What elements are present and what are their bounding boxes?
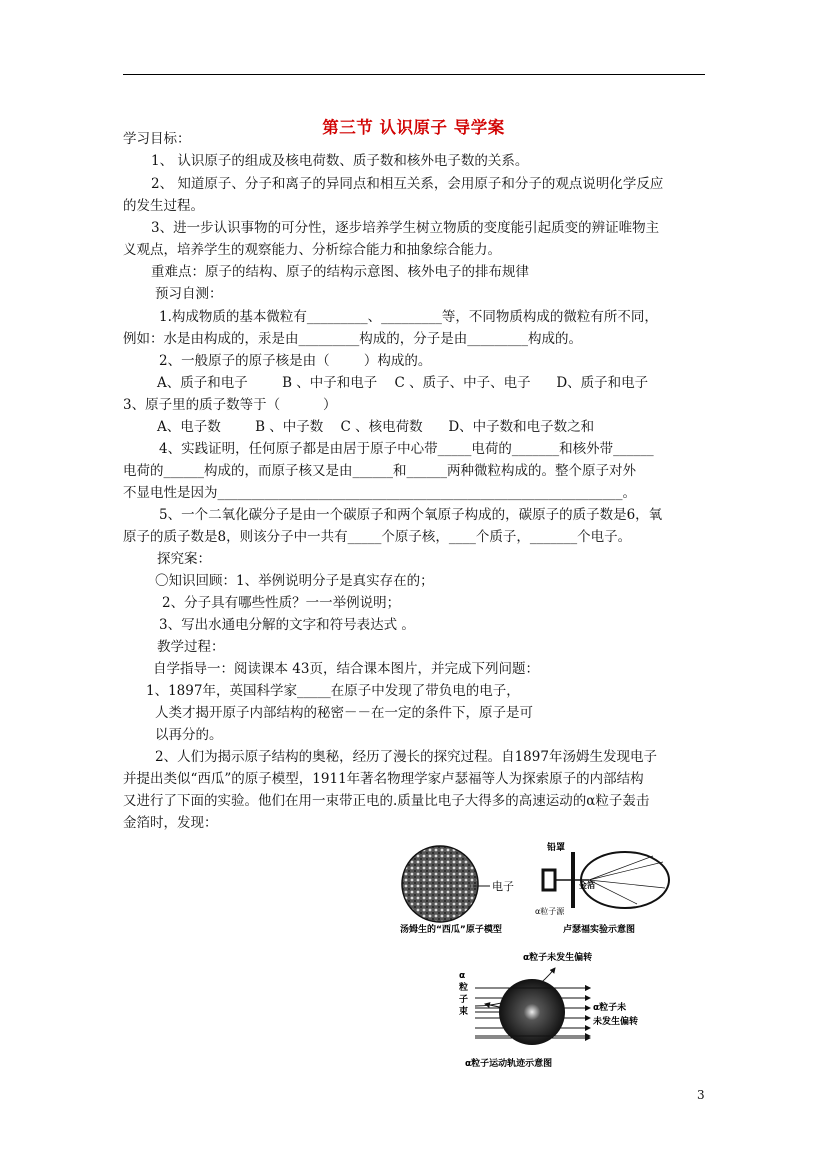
watermelon-caption: 汤姆生的“西瓜”原子模型: [400, 925, 502, 935]
text-line: 学习目标：: [123, 131, 191, 147]
text-line: A、质子和电子 B 、中子和电子 C 、质子、中子、电子 D、质子和电子: [157, 375, 649, 391]
text-line: 金箔时，发现：: [123, 815, 218, 831]
electron-label: 电子: [492, 880, 514, 893]
page-number: 3: [697, 1088, 705, 1102]
text-line: 2、分子具有哪些性质？一一举例说明；: [162, 595, 401, 611]
text-line: 1.构成物质的基本微粒有_________、_________等，不同物质构成的微粒有所不同，: [159, 309, 658, 325]
text-line: 原子的质子数是8，则该分子中一共有_____个原子核，____个质子，_______个电子。: [123, 529, 632, 545]
text-line: 以再分的。: [155, 727, 223, 743]
text-line: 又进行了下面的实验。他们在用一束带正电的.质量比电子大得多的高速运动的α粒子轰击: [123, 793, 650, 809]
text-line: 人类才揭开原子内部结构的秘密－－在一定的条件下，原子是可: [155, 705, 533, 721]
deflected-label: α粒子未发生偏转: [523, 953, 593, 963]
text-line: 重难点：原子的结构、原子的结构示意图、核外电子的排布规律: [151, 264, 529, 280]
alpha-track-figure: [455, 948, 665, 1072]
undeflected-label-2: 未发生偏转: [593, 1017, 639, 1027]
text-line: 2、 知道原子、分子和离子的异同点和相互关系，会用原子和分子的观点说明化学反应: [151, 176, 664, 192]
gold-atom: [499, 979, 565, 1045]
alpha-source-label: α粒子源: [535, 907, 565, 916]
text-line: 义观点，培养学生的观察能力、分析综合能力和抽象综合能力。: [123, 242, 501, 258]
text-line: 并提出类似“西瓜”的原子模型，1911年著名物理学家卢瑟福等人为探索原子的内部结构: [123, 771, 644, 787]
text-line: 教学过程：: [157, 639, 225, 655]
rutherford-caption: 卢瑟福实验示意图: [563, 925, 636, 935]
text-line: 1、 认识原子的组成及核电荷数、质子数和核外电子数的关系。: [151, 153, 529, 169]
header-rule: [123, 74, 705, 75]
lead-label: 铅罩: [547, 843, 566, 853]
text-line: 例如：水是由构成的，汞是由_________构成的，分子是由_________构成的。: [123, 331, 582, 347]
text-line: 3、写出水通电分解的文字和符号表达式 。: [159, 617, 415, 633]
gold-label: 金箔: [579, 881, 595, 890]
rutherford-experiment-figure: [533, 832, 673, 940]
track-caption: α粒子运动轨迹示意图: [465, 1059, 553, 1069]
lead-shield: [543, 870, 555, 890]
thomson-model-figure: [398, 842, 538, 938]
text-line: 电荷的______构成的，而原子核又是由______和______两种微粒构成的。整个原子对外: [123, 463, 636, 479]
text-line: 1、1897年，英国科学家_____在原子中发现了带负电的电子，: [146, 683, 520, 699]
detector-screen: [581, 852, 669, 908]
text-line: 自学指导一：阅读课本 43页，结合课本图片，并完成下列问题：: [153, 661, 539, 677]
text-line: 5、一个二氧化碳分子是由一个碳原子和两个氧原子构成的，碳原子的质子数是6，氧: [159, 507, 663, 523]
text-line: 预习自测：: [155, 286, 223, 302]
text-line: 〇知识回顾：1、举例说明分子是真实存在的；: [155, 573, 434, 589]
text-line: 3、进一步认识事物的可分性，逐步培养学生树立物质的变度能引起质变的辨证唯物主: [151, 220, 660, 236]
watermelon-atom: [402, 846, 478, 922]
alpha-beam-label: α 粒子束: [459, 971, 469, 1017]
undeflected-label-1: α粒子未: [593, 1003, 627, 1013]
page-title: 第三节 认识原子 导学案: [322, 118, 505, 137]
text-line: A、电子数 B 、中子数 C 、核电荷数 D、中子数和电子数之和: [157, 419, 595, 435]
text-line: 3、原子里的质子数等于（ ）: [123, 397, 337, 413]
text-line: 2、一般原子的原子核是由（ ）构成的。: [159, 353, 432, 369]
text-line: 2、人们为揭示原子结构的奥秘，经历了漫长的探究过程。自1897年汤姆生发现电子: [155, 749, 657, 765]
text-line: 的发生过程。: [123, 198, 204, 214]
text-line: 探究案：: [157, 551, 211, 567]
text-line: 不显电性是因为____________________________________________________________。: [123, 485, 636, 501]
text-line: 4、实践证明，任何原子都是由居于原子中心带_____电荷的_______和核外带______: [159, 441, 654, 457]
